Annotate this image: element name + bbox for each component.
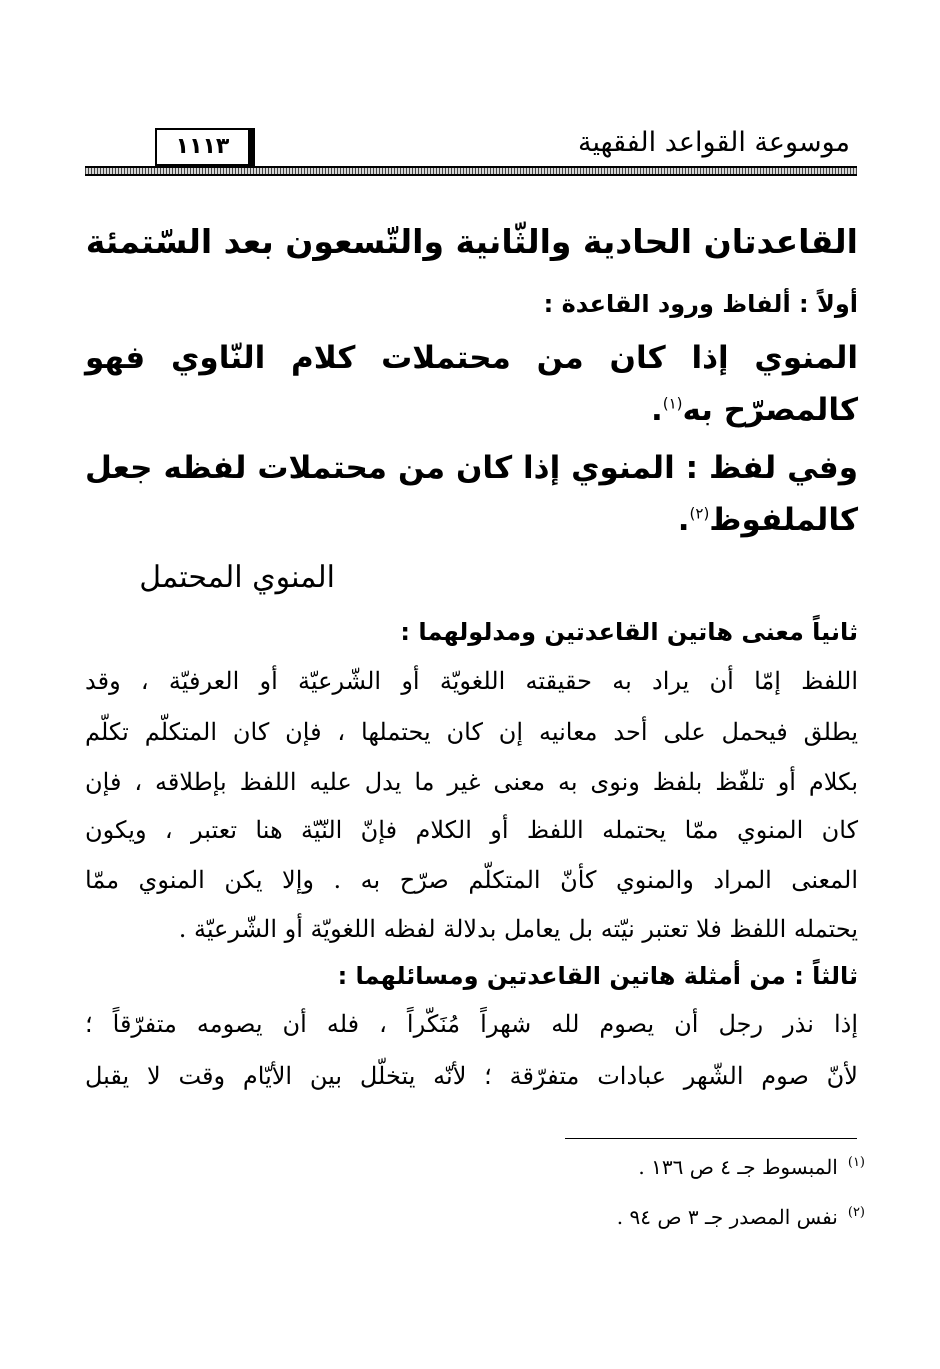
- book-title: موسوعة القواعد الفقهية: [578, 127, 850, 158]
- rule1-end: .: [650, 392, 663, 428]
- rule1-text: كالمصرّح به: [682, 392, 858, 428]
- footnote-text: نفس المصدر جـ ٣ ص ٩٤ .: [616, 1205, 838, 1229]
- section2-heading: ثانياً معنى هاتين القاعدتين ومدلولهما :: [400, 618, 858, 646]
- section2-line: بكلام أو تلفّظ بلفظ ونوى به معنى غير ما يدل عليه اللفظ بإطلاقه ، فإن: [85, 768, 858, 796]
- rule1-line2: [651, 392, 858, 428]
- footnote: [638, 1155, 865, 1179]
- section2-line: اللفظ إمّا أن يراد به حقيقته اللغويّة أو الشّرعيّة أو العرفيّة ، وقد: [85, 667, 858, 695]
- section2-line: يحتمله اللفظ فلا تعتبر نيّته بل يعامل بدلالة لفظه اللغويّة أو الشّرعيّة .: [178, 915, 858, 943]
- rule-title: القاعدتان الحادية والثّانية والتّسعون بعد السّتمئة: [85, 222, 858, 261]
- rule2-line2: [678, 502, 858, 538]
- section2-line: كان المنوي ممّا يحتمله اللفظ أو الكلام فإنّ النّيّة هنا تعتبر ، ويكون: [85, 816, 858, 844]
- footnote-text: المبسوط جـ ٤ ص ١٣٦ .: [638, 1155, 838, 1179]
- rule2-end: .: [677, 502, 690, 538]
- section3-line: لأنّ صوم الشّهر عبادات متفرّقة ؛ لأنّه يتخلّل بين الأيّام وقت لا يقبل: [85, 1062, 858, 1090]
- footnote-separator: [565, 1138, 857, 1139]
- rule2-line1: وفي لفظ : المنوي إذا كان من محتملات لفظه جعل: [85, 450, 858, 486]
- footnote-marker: (١): [847, 1155, 865, 1171]
- section3-heading: ثالثاً : من أمثلة هاتين القاعدتين ومسائلهما :: [337, 962, 858, 990]
- section1-heading: أولاً : ألفاظ ورود القاعدة :: [543, 290, 858, 318]
- footnote-marker: (٢): [847, 1205, 865, 1221]
- section3-line: إذا نذر رجل أن يصوم لله شهراً مُنَكّراً ، فله أن يصومه متفرّقاً ؛: [85, 1010, 858, 1038]
- page-number: ١١١٣: [155, 128, 255, 166]
- rule2-footnote-ref: (٢): [689, 504, 710, 523]
- section2-line: يطلق فيحمل على أحد معانيه إن كان يحتملها ، فإن كان المتكلّم تكلّم: [85, 718, 858, 746]
- footnote: [617, 1205, 865, 1229]
- rule1-line1: المنوي إذا كان من محتملات كلام النّاوي فهو: [85, 340, 858, 376]
- header-rule: [85, 166, 857, 176]
- section2-line: المعنى المراد والمنوي كأنّ المتكلّم صرّح به . وإلا يكن المنوي ممّا: [85, 866, 858, 894]
- rule2-text: كالملفوظ: [709, 502, 858, 538]
- handwritten-note: المنوي المحتمل: [139, 560, 335, 595]
- rule1-footnote-ref: (١): [662, 394, 683, 413]
